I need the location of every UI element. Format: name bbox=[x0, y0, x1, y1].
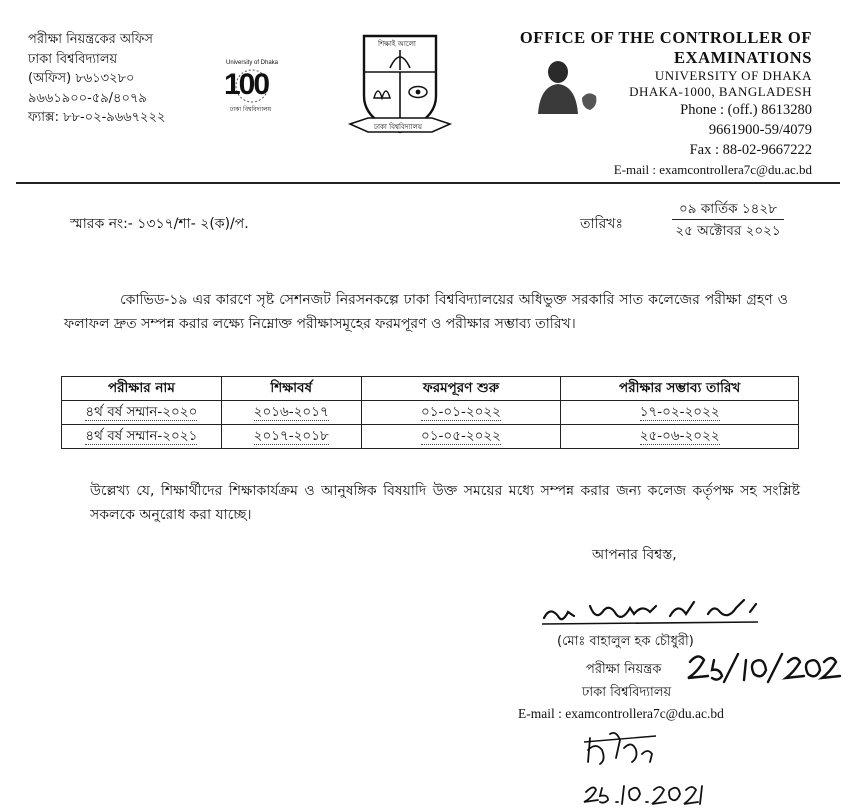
university-address: DHAKA-1000, BANGLADESH bbox=[629, 84, 812, 99]
initials-signature bbox=[580, 728, 710, 808]
table-row bbox=[62, 425, 799, 449]
cell-text: ২৫-০৬-২০২২ bbox=[639, 428, 720, 444]
cell-text: ১৭-০২-২০২২ bbox=[639, 404, 720, 420]
date-label: তারিখঃ bbox=[580, 216, 623, 232]
initials-icon bbox=[580, 728, 710, 808]
header-divider bbox=[16, 182, 840, 184]
header-exam-name: পরীক্ষার নাম bbox=[62, 377, 222, 401]
office-title-line1: OFFICE OF THE CONTROLLER OF bbox=[519, 28, 812, 47]
email-line: E-mail : examcontrollera7c@du.ac.bd bbox=[613, 162, 812, 177]
body-paragraph-1: কোভিড-১৯ এর কারণে সৃষ্ট সেশনজট নিরসনকল্পে ঢাকা বিশ্ববিদ্যালয়ের অধিভুক্ত সরকারি সাত কলেজের পরীক্ষা গ্রহণ ও ফলাফল দ্রুত সম্পন্ন করার লক্ষ্যে নিম্নোক্ত পরীক্ষাসমূহের ফরমপূরণ ও পরীক্ষার সম্ভাব্য তারিখ। bbox=[64, 292, 788, 332]
date-gregorian: ২৫ অক্টোবর ২০২১ bbox=[675, 223, 781, 239]
cell-text: ২০১৭-২০১৮ bbox=[253, 428, 329, 444]
cell-exam-name bbox=[62, 401, 222, 425]
crest-motto: শিক্ষাই আলো bbox=[378, 40, 416, 48]
cell-text: ০১-০৫-২০২২ bbox=[421, 428, 501, 444]
centenary-top-text: University of Dhaka bbox=[226, 60, 279, 66]
handwritten-date bbox=[684, 648, 844, 688]
memo-reference: স্মারক নং:- ১৩১৭/শা- ২(ক)/প. bbox=[70, 216, 249, 232]
centenary-logo bbox=[212, 60, 290, 112]
university-name-bn: ঢাকা বিশ্ববিদ্যালয় bbox=[28, 51, 118, 67]
header-form-fillup-start: ফরমপূরণ শুরু bbox=[361, 377, 561, 401]
date-bengali: ০৯ কার্তিক ১৪২৮ bbox=[672, 200, 784, 220]
header-left-block bbox=[28, 30, 165, 128]
cell-exam-date bbox=[561, 401, 799, 425]
header-session: শিক্ষাবর্ষ bbox=[221, 377, 361, 401]
body-paragraph-2: উল্লেখ্য যে, শিক্ষার্থীদের শিক্ষাকার্যক্রম ও আনুষঙ্গিক বিষয়াদি উক্ত সময়ের মধ্যে সম্পন্ন করার জন্য কলেজ কর্তৃপক্ষ সহ সংশ্লিষ্ট সকলকে অনুরোধ করা যাচ্ছে। bbox=[90, 483, 800, 523]
cell-text: ২০১৬-২০১৭ bbox=[253, 404, 329, 420]
header-right-block bbox=[520, 28, 812, 180]
signatory-organization: ঢাকা বিশ্ববিদ্যালয় bbox=[582, 685, 672, 700]
cell-session bbox=[221, 425, 361, 449]
phone-line: Phone : (off.) 8613280 bbox=[680, 102, 812, 118]
table-row bbox=[62, 401, 799, 425]
signature-icon bbox=[538, 596, 778, 636]
office-name-bn: পরীক্ষা নিয়ন্ত্রকের অফিস bbox=[28, 32, 153, 47]
crest-banner-text: ঢাকা বিশ্ববিদ্যালয় bbox=[374, 123, 423, 131]
fax-bn: ফ্যাক্স: ৮৮-০২-৯৬৬৭২২২ bbox=[28, 110, 166, 125]
cell-session bbox=[221, 401, 361, 425]
cell-text: ৪র্থ বর্ষ সম্মান-২০২১ bbox=[85, 428, 198, 444]
office-title-line2: EXAMINATIONS bbox=[674, 48, 812, 67]
university-name: UNIVERSITY OF DHAKA bbox=[654, 68, 812, 83]
date-box bbox=[672, 200, 784, 240]
signatory-name: (মোঃ বাহালুল হক চৌধুরী) bbox=[557, 634, 694, 649]
fax-line: Fax : 88-02-9667222 bbox=[689, 142, 812, 158]
centenary-bottom-text: ঢাকা বিশ্ববিদ্যালয় bbox=[230, 106, 272, 113]
signature bbox=[538, 596, 778, 636]
table-header-row bbox=[62, 377, 799, 401]
closing-salutation: আপনার বিশ্বস্ত, bbox=[592, 547, 677, 563]
signatory-email: E-mail : examcontrollera7c@du.ac.bd bbox=[518, 706, 724, 721]
header-probable-exam-date: পরীক্ষার সম্ভাব্য তারিখ bbox=[561, 377, 799, 401]
exam-schedule-table bbox=[61, 376, 799, 449]
signatory-title: পরীক্ষা নিয়ন্ত্রক bbox=[586, 662, 662, 677]
phone-range: 9661900-59/4079 bbox=[708, 122, 812, 138]
cell-form-start bbox=[361, 401, 561, 425]
phone-range-bn: ৯৬৬১৯০০-৫৯/৪০৭৯ bbox=[28, 90, 147, 106]
office-phone-bn: (অফিস) ৮৬১৩২৮০ bbox=[28, 71, 135, 86]
handwritten-date-icon bbox=[684, 648, 844, 688]
cell-exam-date bbox=[561, 425, 799, 449]
university-crest bbox=[348, 28, 452, 140]
cell-text: ০১-০১-২০২২ bbox=[421, 404, 501, 420]
cell-text: ৪র্থ বর্ষ সম্মান-২০২০ bbox=[85, 404, 198, 420]
cell-exam-name bbox=[62, 425, 222, 449]
cell-form-start bbox=[361, 425, 561, 449]
centenary-number: 100 bbox=[224, 68, 269, 101]
